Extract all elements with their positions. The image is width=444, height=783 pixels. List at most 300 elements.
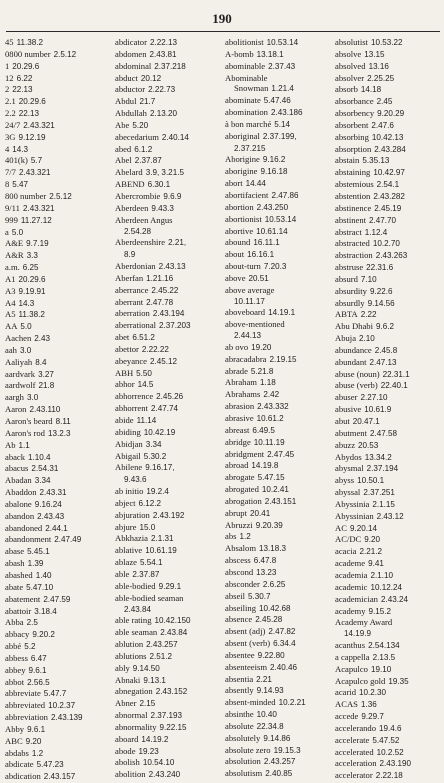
entry-reference: 9.43.3 — [151, 203, 174, 213]
entry-reference: 10.2.70 — [372, 239, 400, 249]
entry-reference: 2.54.28 — [124, 226, 152, 236]
entry-reference: 1.18 — [259, 378, 276, 388]
entry-headword: absolve — [335, 48, 362, 59]
entry-reference: 10.54.10 — [142, 758, 175, 768]
entry-reference: 10.12.24 — [370, 582, 402, 592]
entry-reference: 5.54.1 — [139, 558, 163, 568]
entry-reference: 2.37.203 — [159, 321, 191, 331]
index-entry — [115, 569, 222, 581]
index-entry — [5, 333, 112, 345]
entry-reference: 6.1.2 — [134, 144, 153, 154]
entry-reference: 2.43.250 — [256, 202, 289, 212]
index-entry — [335, 203, 442, 215]
index-entry — [5, 357, 112, 369]
entry-headword: abed — [115, 143, 132, 154]
index-entry — [5, 759, 112, 771]
entry-headword: abashed — [5, 569, 33, 580]
entry-headword: about — [225, 249, 245, 260]
index-entry — [335, 167, 442, 179]
index-entry — [335, 61, 442, 73]
index-entry — [225, 579, 332, 591]
entry-reference: 21.7 — [139, 97, 156, 107]
entry-headword: Absalom — [225, 543, 257, 554]
entry-headword: 999 — [5, 214, 18, 225]
index-entry — [335, 321, 442, 333]
entry-reference: 2.45.12 — [149, 356, 177, 366]
index-entry — [5, 108, 112, 120]
entry-reference: 10.42.150 — [154, 616, 191, 626]
index-entry — [335, 770, 442, 782]
index-entry — [335, 428, 442, 440]
entry-reference: 9.14.93 — [256, 686, 284, 696]
entry-headword: abridgment — [225, 448, 265, 459]
entry-reference: 6.49.5 — [252, 425, 275, 435]
index-entry — [225, 389, 332, 401]
entry-headword: A1 — [5, 273, 16, 284]
entry-headword: abbreviate — [5, 688, 41, 699]
entry-headword: aboriginal — [225, 130, 260, 141]
index-entry — [335, 652, 442, 664]
index-entry — [225, 37, 332, 49]
entry-headword: ablative — [115, 545, 143, 556]
entry-reference: 2.45.22 — [151, 285, 179, 295]
entry-reference: 2.1.31 — [150, 534, 174, 544]
index-entry — [115, 439, 222, 451]
entry-headword: able seaman — [115, 627, 158, 638]
entry-reference: 2.43.321 — [22, 203, 55, 213]
index-entry — [225, 626, 332, 638]
index-entry — [335, 298, 442, 310]
entry-headword: abridge — [225, 436, 251, 447]
entry-reference: 2.37.215 — [234, 143, 266, 153]
entry-reference: 9.13.1 — [143, 675, 166, 685]
index-entry — [225, 107, 332, 119]
entry-reference: 11.38.2 — [18, 310, 45, 320]
entry-headword: aback — [5, 451, 26, 462]
entry-headword: abduct — [115, 72, 138, 83]
index-entry — [5, 594, 112, 606]
entry-reference: 2.43.321 — [23, 120, 55, 130]
index-entry — [225, 61, 332, 73]
entry-headword: abstracted — [335, 238, 370, 249]
index-entry — [5, 736, 112, 748]
entry-headword: Abominable — [225, 72, 268, 83]
index-entry — [335, 511, 442, 523]
index-entry — [115, 675, 222, 687]
entry-headword: abs — [225, 531, 237, 542]
entry-headword: abide — [115, 415, 134, 425]
entry-headword: abase — [5, 546, 25, 557]
index-entry — [335, 664, 442, 676]
entry-reference: 6.30.1 — [147, 180, 171, 190]
entry-headword: abortion — [225, 201, 254, 212]
entry-headword: absolutist — [335, 37, 368, 47]
entry-headword: accede — [335, 711, 359, 722]
entry-reference: 10.50.1 — [357, 476, 385, 486]
entry-reference: 2.43.151 — [264, 496, 297, 506]
entry-reference: 2.43.257 — [263, 757, 296, 767]
entry-headword: abbreviated — [5, 700, 46, 711]
index-entry — [5, 606, 112, 618]
index-entry — [225, 202, 332, 214]
index-entry — [225, 73, 332, 84]
entry-headword: abnormality — [115, 721, 157, 732]
entry-reference: 2.22.73 — [148, 85, 176, 95]
entry-headword: abundance — [335, 344, 372, 355]
index-entry — [115, 510, 222, 522]
index-entry — [115, 226, 222, 238]
entry-reference: 11.14 — [136, 416, 157, 425]
entry-reference: 2.19.15 — [269, 354, 297, 364]
entry-headword: abstract — [335, 226, 362, 237]
entry-headword: AC — [335, 522, 347, 533]
index-entry — [115, 132, 222, 144]
entry-reference: 7.20.3 — [263, 262, 287, 272]
entry-reference: 5.47.10 — [26, 582, 54, 592]
index-entry — [335, 534, 442, 546]
entry-reference: 2.21.2 — [359, 547, 382, 557]
index-entry — [5, 499, 112, 511]
entry-headword: 800 number — [5, 190, 47, 201]
index-entry — [115, 49, 222, 61]
entry-reference: 9.22.15 — [159, 722, 187, 732]
entry-reference: 2.54.1 — [376, 180, 400, 190]
entry-reference: 14.5 — [137, 380, 154, 390]
entry-headword: abortive — [225, 225, 254, 236]
entry-headword: absolutely — [225, 732, 261, 743]
index-entry — [225, 226, 332, 238]
entry-reference: 5.30.7 — [248, 591, 271, 601]
index-entry — [225, 296, 332, 308]
entry-headword: abbot — [5, 676, 25, 687]
entry-reference: 2.43.139 — [50, 713, 83, 723]
entry-reference: 14.19.2 — [141, 734, 169, 744]
header-rule — [6, 31, 440, 32]
index-entry — [335, 582, 442, 594]
index-entry — [115, 734, 222, 746]
index-column-3 — [225, 37, 332, 779]
entry-headword: abuse (noun) — [335, 368, 380, 379]
entry-reference: 9.20.39 — [255, 520, 283, 530]
entry-headword: ab initio — [115, 486, 144, 497]
entry-reference: 2.40.85 — [265, 769, 293, 779]
entry-reference: 10.42.68 — [259, 603, 291, 613]
index-entry — [335, 416, 442, 428]
index-entry — [5, 286, 112, 298]
entry-reference: 10.53.14 — [264, 214, 297, 224]
entry-headword: abut — [335, 416, 350, 426]
entry-reference: 2.37.87 — [132, 569, 160, 579]
entry-headword: abusive — [335, 404, 362, 415]
entry-headword: Abidjan — [115, 438, 143, 449]
entry-headword: acacia — [335, 546, 357, 557]
entry-reference: 5.50 — [136, 368, 152, 378]
entry-reference: 5.20 — [132, 120, 149, 130]
entry-reference: 2.45 — [376, 97, 393, 107]
index-entry — [225, 83, 332, 95]
entry-reference: 20.47.1 — [352, 417, 380, 426]
entry-headword: absolution — [225, 756, 261, 767]
index-entry — [335, 227, 442, 239]
index-entry — [5, 440, 112, 452]
entry-reference: 2.37.43 — [268, 61, 296, 71]
index-entry — [335, 523, 442, 535]
entry-headword: Acapulco gold — [335, 675, 386, 686]
entry-reference: 10.53.22 — [370, 38, 403, 47]
entry-headword: A4 — [5, 297, 16, 308]
index-entry — [335, 606, 442, 618]
entry-headword: aargh — [5, 392, 24, 403]
entry-headword: absorbent — [335, 119, 369, 130]
entry-headword: 24/7 — [5, 119, 21, 130]
entry-headword: abracadabra — [225, 353, 267, 364]
entry-reference: 20.53 — [358, 440, 379, 450]
index-entry — [115, 144, 222, 156]
entry-reference: 2.40.46 — [270, 662, 298, 672]
entry-reference: 2.43.332 — [257, 402, 289, 412]
index-entry — [5, 546, 112, 558]
entry-headword: abalone — [5, 498, 32, 509]
entry-headword: acceleration — [335, 758, 377, 769]
entry-headword: abbacy — [5, 629, 30, 640]
index-entry — [225, 756, 332, 768]
entry-headword: abyssal — [335, 487, 361, 498]
entry-reference: 20.41 — [249, 508, 271, 518]
entry-headword: Acapulco — [335, 663, 368, 674]
index-entry — [5, 700, 112, 712]
entry-headword: abuser — [335, 392, 358, 403]
entry-reference: 3.18.4 — [34, 606, 57, 616]
entry-reference: 2.43.190 — [379, 759, 412, 769]
entry-reference: 2.43.321 — [18, 168, 51, 178]
index-entry — [115, 108, 222, 120]
entry-reference: 16.16.1 — [247, 250, 275, 260]
entry-headword: AC/DC — [335, 534, 362, 545]
index-entry — [115, 297, 222, 309]
index-entry — [5, 309, 112, 321]
entry-headword: a cappella — [335, 651, 370, 662]
index-entry — [115, 604, 222, 616]
entry-headword: abortionist — [225, 213, 262, 224]
index-entry — [225, 603, 332, 615]
index-entry — [335, 144, 442, 156]
entry-reference: 2.44.1 — [45, 523, 68, 533]
entry-reference: 2.47.13 — [369, 357, 397, 367]
entry-headword: abjure — [115, 521, 137, 532]
index-entry — [115, 249, 222, 261]
index-entry — [115, 237, 222, 249]
entry-reference: 2.22 — [360, 310, 377, 320]
entry-reference: 2.42 — [263, 390, 280, 400]
entry-headword: 8 — [5, 179, 10, 190]
entry-reference: 9.20 — [364, 535, 381, 545]
entry-headword: Aberdeenshire — [115, 237, 166, 248]
entry-reference: 10.61.2 — [256, 414, 284, 423]
index-entry — [225, 662, 332, 674]
index-entry — [335, 687, 442, 699]
entry-reference: 2.47.45 — [267, 449, 295, 459]
entry-reference: 2.37.194 — [366, 464, 399, 474]
index-entry — [115, 710, 222, 722]
entry-reference: 1.36 — [360, 700, 377, 710]
entry-headword: 3G — [5, 131, 16, 142]
index-entry — [225, 249, 332, 261]
index-entry — [335, 628, 442, 640]
entry-reference: 2.51.2 — [149, 651, 173, 661]
index-entry — [115, 651, 222, 663]
index-entry — [225, 709, 332, 721]
index-entry — [335, 723, 442, 735]
entry-headword: aboveboard — [225, 307, 266, 318]
entry-headword: abhorrent — [115, 403, 148, 414]
entry-reference: 10.11.19 — [253, 437, 285, 447]
entry-reference: 5.21.8 — [250, 366, 274, 376]
entry-headword: abject — [115, 497, 136, 508]
entry-headword: ABTA — [335, 309, 358, 320]
index-entry — [225, 330, 332, 342]
index-entry — [5, 617, 112, 629]
entry-reference: 2.43.110 — [29, 405, 61, 415]
index-entry — [115, 486, 222, 498]
index-entry — [115, 686, 222, 698]
entry-headword: abjuration — [115, 509, 150, 520]
entry-headword: 12 — [5, 72, 14, 83]
entry-headword: abstinence — [335, 202, 372, 213]
index-entry — [225, 273, 332, 285]
index-entry — [5, 452, 112, 464]
entry-reference: 2.43 — [34, 334, 51, 344]
entry-reference: 5.14 — [274, 119, 291, 129]
entry-reference: 10.42.19 — [143, 427, 176, 437]
entry-reference: 2.37.87 — [134, 156, 162, 166]
index-entry — [335, 309, 442, 321]
entry-reference: 10.11.17 — [234, 296, 265, 306]
entry-reference: 20.29.6 — [18, 274, 46, 284]
entry-headword: 45 — [5, 37, 14, 47]
index-entry — [225, 354, 332, 366]
index-entry — [225, 555, 332, 567]
index-entry — [5, 677, 112, 689]
entry-headword: aardwolf — [5, 380, 36, 391]
entry-reference: 2.43.192 — [152, 510, 185, 520]
entry-headword: abysmal — [335, 463, 364, 474]
entry-reference: 2.1.10 — [370, 570, 393, 580]
entry-reference: 2.47.59 — [43, 594, 71, 604]
entry-headword: absurdity — [335, 285, 367, 296]
index-entry — [5, 191, 112, 203]
entry-reference: 14.19.8 — [251, 461, 279, 471]
entry-headword: absorbency — [335, 108, 375, 119]
entry-reference: 2.47.58 — [369, 428, 397, 438]
entry-headword: Aaron's beard — [5, 416, 53, 426]
index-entry — [225, 319, 332, 330]
entry-reference: 22.13 — [18, 109, 40, 119]
index-columns — [5, 37, 442, 782]
entry-reference: 2.43.81 — [149, 49, 177, 59]
entry-reference: 16.11.1 — [253, 238, 280, 248]
entry-reference: 5.2 — [24, 642, 36, 652]
entry-headword: Abrahams — [225, 389, 261, 400]
entry-headword: above — [225, 272, 246, 283]
index-entry — [335, 262, 442, 274]
index-entry — [335, 238, 442, 250]
entry-reference: 9.22.6 — [369, 286, 393, 296]
entry-reference: 2.43.84 — [124, 604, 152, 614]
entry-reference: 10.2.52 — [376, 747, 404, 757]
entry-headword: ABH — [115, 367, 134, 378]
entry-reference: 2.47.86 — [271, 190, 299, 200]
index-entry — [335, 369, 442, 381]
entry-reference: 2.45.8 — [374, 345, 398, 355]
index-entry — [5, 61, 112, 73]
entry-reference: 5.47.15 — [257, 473, 285, 483]
index-entry — [5, 392, 112, 404]
index-entry — [5, 475, 112, 487]
index-entry — [335, 747, 442, 759]
entry-reference: 2.6.25 — [262, 579, 286, 589]
entry-reference: 9.16.24 — [34, 499, 62, 509]
entry-reference: 19.20 — [251, 342, 272, 352]
index-entry — [115, 332, 222, 344]
index-entry — [225, 674, 332, 686]
entry-headword: ably — [115, 662, 130, 673]
entry-reference: 3.0 — [19, 345, 32, 355]
entry-reference: 19.10 — [370, 664, 392, 674]
entry-headword: ablution — [115, 639, 144, 650]
entry-reference: 9.16.2 — [262, 155, 286, 165]
entry-reference: 2.44.13 — [234, 331, 262, 341]
entry-headword: Aberdeen Angus — [115, 214, 173, 225]
page-number: 190 — [212, 11, 232, 26]
entry-reference: 9.20.2 — [32, 630, 55, 640]
index-entry — [5, 120, 112, 132]
entry-headword: 0800 number — [5, 48, 51, 59]
entry-headword: Ab — [5, 439, 16, 450]
entry-reference: 10.42.13 — [371, 132, 404, 142]
index-entry — [115, 627, 222, 639]
index-entry — [335, 440, 442, 452]
entry-headword: absorbing — [335, 131, 369, 142]
index-entry — [115, 663, 222, 675]
entry-headword: Aaliyah — [5, 356, 33, 367]
index-entry — [115, 73, 222, 85]
entry-headword: abnegation — [115, 686, 153, 697]
entry-reference: 20.29.6 — [12, 61, 40, 71]
entry-reference: 9.14.86 — [263, 733, 291, 743]
entry-headword: ablutions — [115, 650, 147, 661]
entry-headword: aah — [5, 344, 17, 355]
index-entry — [335, 676, 442, 688]
index-entry — [225, 484, 332, 496]
entry-headword: A5 — [5, 309, 16, 320]
entry-reference: 9.41 — [368, 559, 384, 569]
entry-reference: 19.15.3 — [273, 745, 301, 755]
entry-reference: 6.47 — [30, 653, 47, 663]
index-entry — [5, 37, 112, 49]
entry-reference: 2.43.263 — [375, 251, 408, 261]
entry-reference: 14.18 — [360, 85, 382, 95]
entry-reference: 2.27.10 — [360, 393, 388, 403]
entry-headword: à bon marché — [225, 118, 272, 129]
index-entry — [115, 581, 222, 593]
index-entry — [225, 520, 332, 532]
entry-headword: abrade — [225, 365, 248, 376]
index-entry — [335, 96, 442, 108]
index-entry — [115, 545, 222, 557]
index-entry — [335, 120, 442, 132]
entry-headword: academician — [335, 593, 378, 604]
entry-headword: aberrance — [115, 284, 149, 295]
